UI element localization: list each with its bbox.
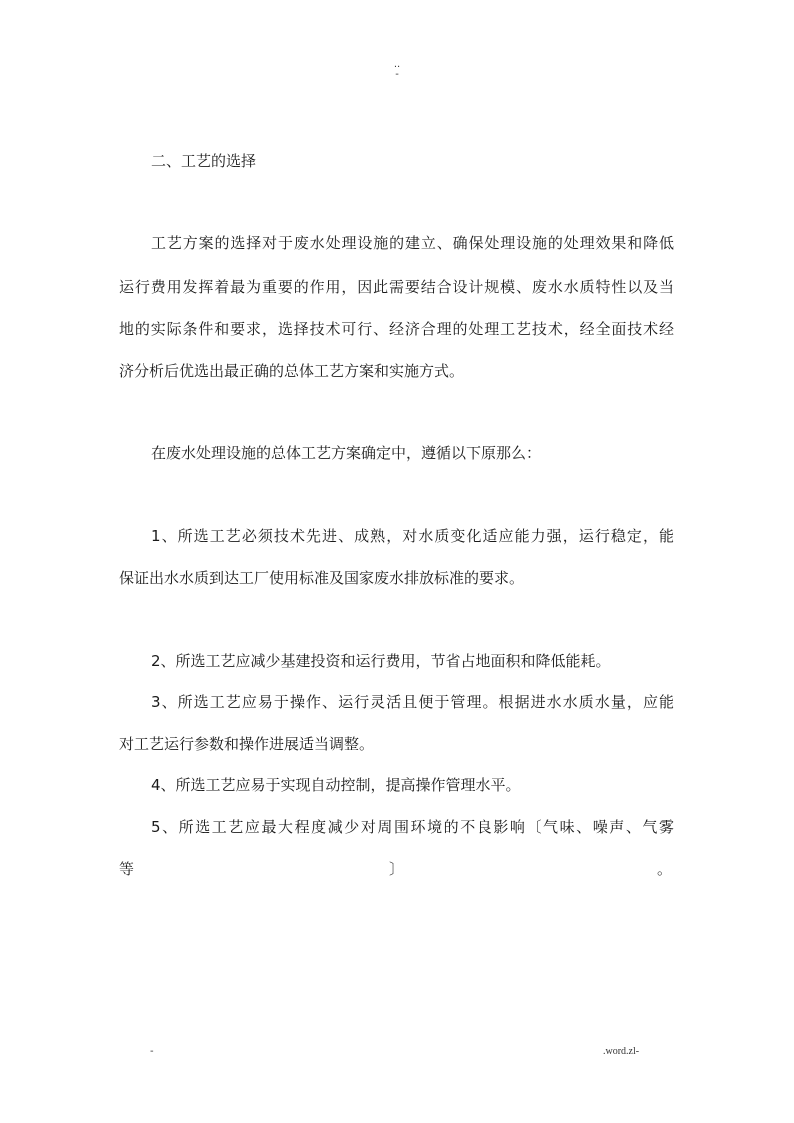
principle-5-line-1: 5、所选工艺应最大程度减少对周围环境的不良影响〔气味、噪声、气雾 [151, 818, 674, 836]
intro-line-3: 地的实际条件和要求，选择技术可行、经济合理的处理工艺技术，经全面技术经 [119, 320, 674, 338]
header-mark: .. - [393, 59, 401, 80]
footer-right-text: .word.zl- [603, 1046, 640, 1057]
principle-1-line-1: 1、所选工艺必须技术先进、成熟，对水质变化适应能力强，运行稳定，能 [151, 527, 674, 545]
principle-3-line-1: 3、所选工艺应易于操作、运行灵活且便于管理。根据进水水质水量，应能 [151, 693, 674, 711]
principle-3-line-2: 对工艺运行参数和操作进展适当调整。 [119, 735, 375, 753]
intro-line-1: 工艺方案的选择对于废水处理设施的建立、确保处理设施的处理效果和降低 [151, 234, 674, 252]
intro-line-2: 运行费用发挥着最为重要的作用，因此需要结合设计规模、废水水质特性以及当 [119, 278, 674, 296]
principle-5-tail-bracket: 〕 [389, 860, 405, 878]
section-title: 二、工艺的选择 [151, 152, 257, 170]
principle-2-line-1: 2、所选工艺应减少基建投资和运行费用，节省占地面积和降低能耗。 [151, 652, 611, 670]
principles-intro: 在废水处理设施的总体工艺方案确定中，遵循以下原那么： [151, 444, 542, 462]
principle-5-tail-end: 。 [657, 860, 673, 878]
principle-1-line-2: 保证出水水质到达工厂使用标准及国家废水排放标准的要求。 [119, 569, 525, 587]
footer-left-mark: - [150, 1046, 154, 1057]
principle-5-tail-start: 等 [119, 860, 135, 878]
principle-4-line-1: 4、所选工艺应易于实现自动控制，提高操作管理水平。 [151, 776, 521, 794]
intro-line-4: 济分析后优选出最正确的总体工艺方案和实施方式。 [119, 362, 465, 380]
